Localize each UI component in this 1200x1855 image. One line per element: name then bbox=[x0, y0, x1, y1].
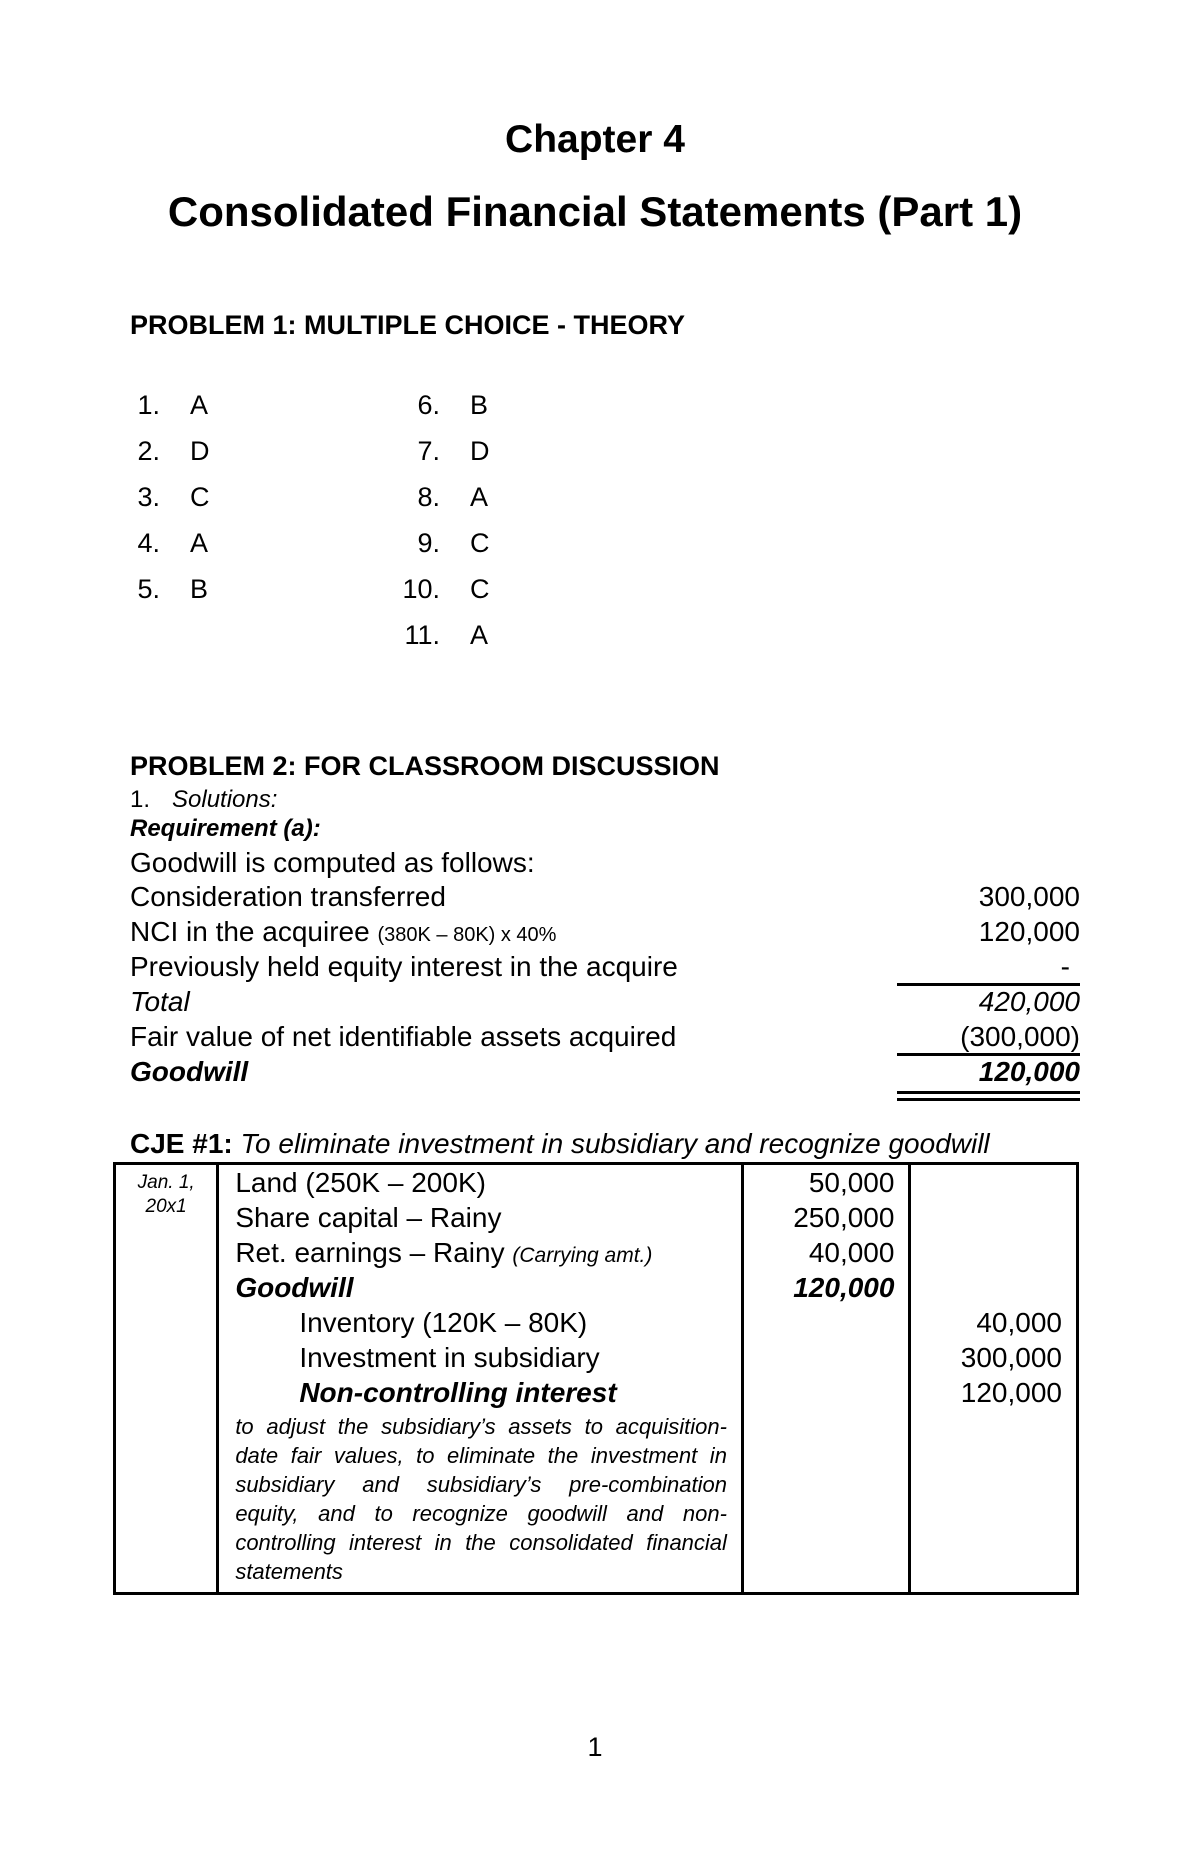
answer-item: 4. A bbox=[137, 528, 209, 558]
answer-item: 8. A bbox=[417, 482, 489, 512]
journal-entry-table bbox=[113, 1162, 1079, 1595]
answer-item: 6. B bbox=[417, 390, 489, 420]
answer-item: 11. A bbox=[404, 620, 489, 650]
previously-held-row: Previously held equity interest in the acquire - bbox=[130, 951, 1070, 982]
answer-item: 3. C bbox=[137, 482, 210, 512]
answer-item: 5. B bbox=[137, 574, 209, 604]
entry-date: Jan. 1, 20x1 bbox=[115, 1164, 218, 1594]
entry-explanation: to adjust the subsidiary’s assets to acquisition-date fair values, to eliminate the investment in subsidiary and subsidiary’s pre-combination equity, and to recognize goodwill and non-controlling interest in the consolidated financial statements bbox=[235, 1414, 727, 1584]
credit-amount: 120,000 bbox=[960, 1377, 1062, 1408]
credit-account: Inventory (120K – 80K) bbox=[299, 1307, 588, 1338]
problem1-heading: PROBLEM 1: MULTIPLE CHOICE - THEORY bbox=[130, 310, 686, 340]
answer-item: 10. C bbox=[402, 574, 490, 604]
page-title: Consolidated Financial Statements (Part 1) bbox=[167, 188, 1023, 235]
answer-item: 1. A bbox=[137, 390, 209, 420]
nci-row: NCI in the acquiree (380K – 80K) x 40% 120,000 bbox=[130, 916, 1080, 947]
goodwill-intro: Goodwill is computed as follows: bbox=[130, 847, 535, 878]
consideration-row: Consideration transferred 300,000 bbox=[130, 881, 1080, 912]
credit-amount: 40,000 bbox=[976, 1307, 1062, 1338]
debit-amount: 40,000 bbox=[808, 1237, 895, 1268]
debit-account: Ret. earnings – Rainy (Carrying amt.) bbox=[235, 1237, 653, 1268]
credit-column bbox=[910, 1164, 1078, 1594]
debit-column bbox=[742, 1164, 910, 1594]
solutions-label: 1. Solutions: bbox=[130, 786, 278, 813]
page-number: 1 bbox=[587, 1732, 603, 1762]
debit-account: Goodwill bbox=[235, 1272, 354, 1303]
cje-heading: CJE #1: To eliminate investment in subsidiary and recognize goodwill bbox=[130, 1128, 990, 1159]
double-rule-top bbox=[897, 1091, 1080, 1094]
total-row: Total 420,000 bbox=[130, 986, 1080, 1017]
debit-account: Share capital – Rainy bbox=[235, 1202, 502, 1233]
debit-amount: 250,000 bbox=[793, 1202, 895, 1233]
debit-account: Land (250K – 200K) bbox=[235, 1167, 486, 1198]
requirement-label: Requirement (a): bbox=[130, 815, 321, 842]
credit-account: Investment in subsidiary bbox=[299, 1342, 600, 1373]
credit-account: Non-controlling interest bbox=[299, 1377, 617, 1408]
problem2-heading: PROBLEM 2: FOR CLASSROOM DISCUSSION bbox=[130, 751, 720, 781]
debit-amount: 120,000 bbox=[793, 1272, 895, 1303]
goodwill-row: Goodwill 120,000 bbox=[130, 1056, 1080, 1087]
chapter-heading: Chapter 4 bbox=[505, 118, 685, 161]
credit-amount: 300,000 bbox=[960, 1342, 1062, 1373]
answer-item: 2. D bbox=[137, 436, 210, 466]
account-column bbox=[218, 1164, 743, 1594]
answer-item: 9. C bbox=[417, 528, 490, 558]
debit-amount: 50,000 bbox=[808, 1167, 895, 1198]
answer-item: 7. D bbox=[417, 436, 490, 466]
double-rule-bottom bbox=[897, 1098, 1080, 1101]
fair-value-row: Fair value of net identifiable assets acquired (300,000) bbox=[130, 1021, 1080, 1052]
